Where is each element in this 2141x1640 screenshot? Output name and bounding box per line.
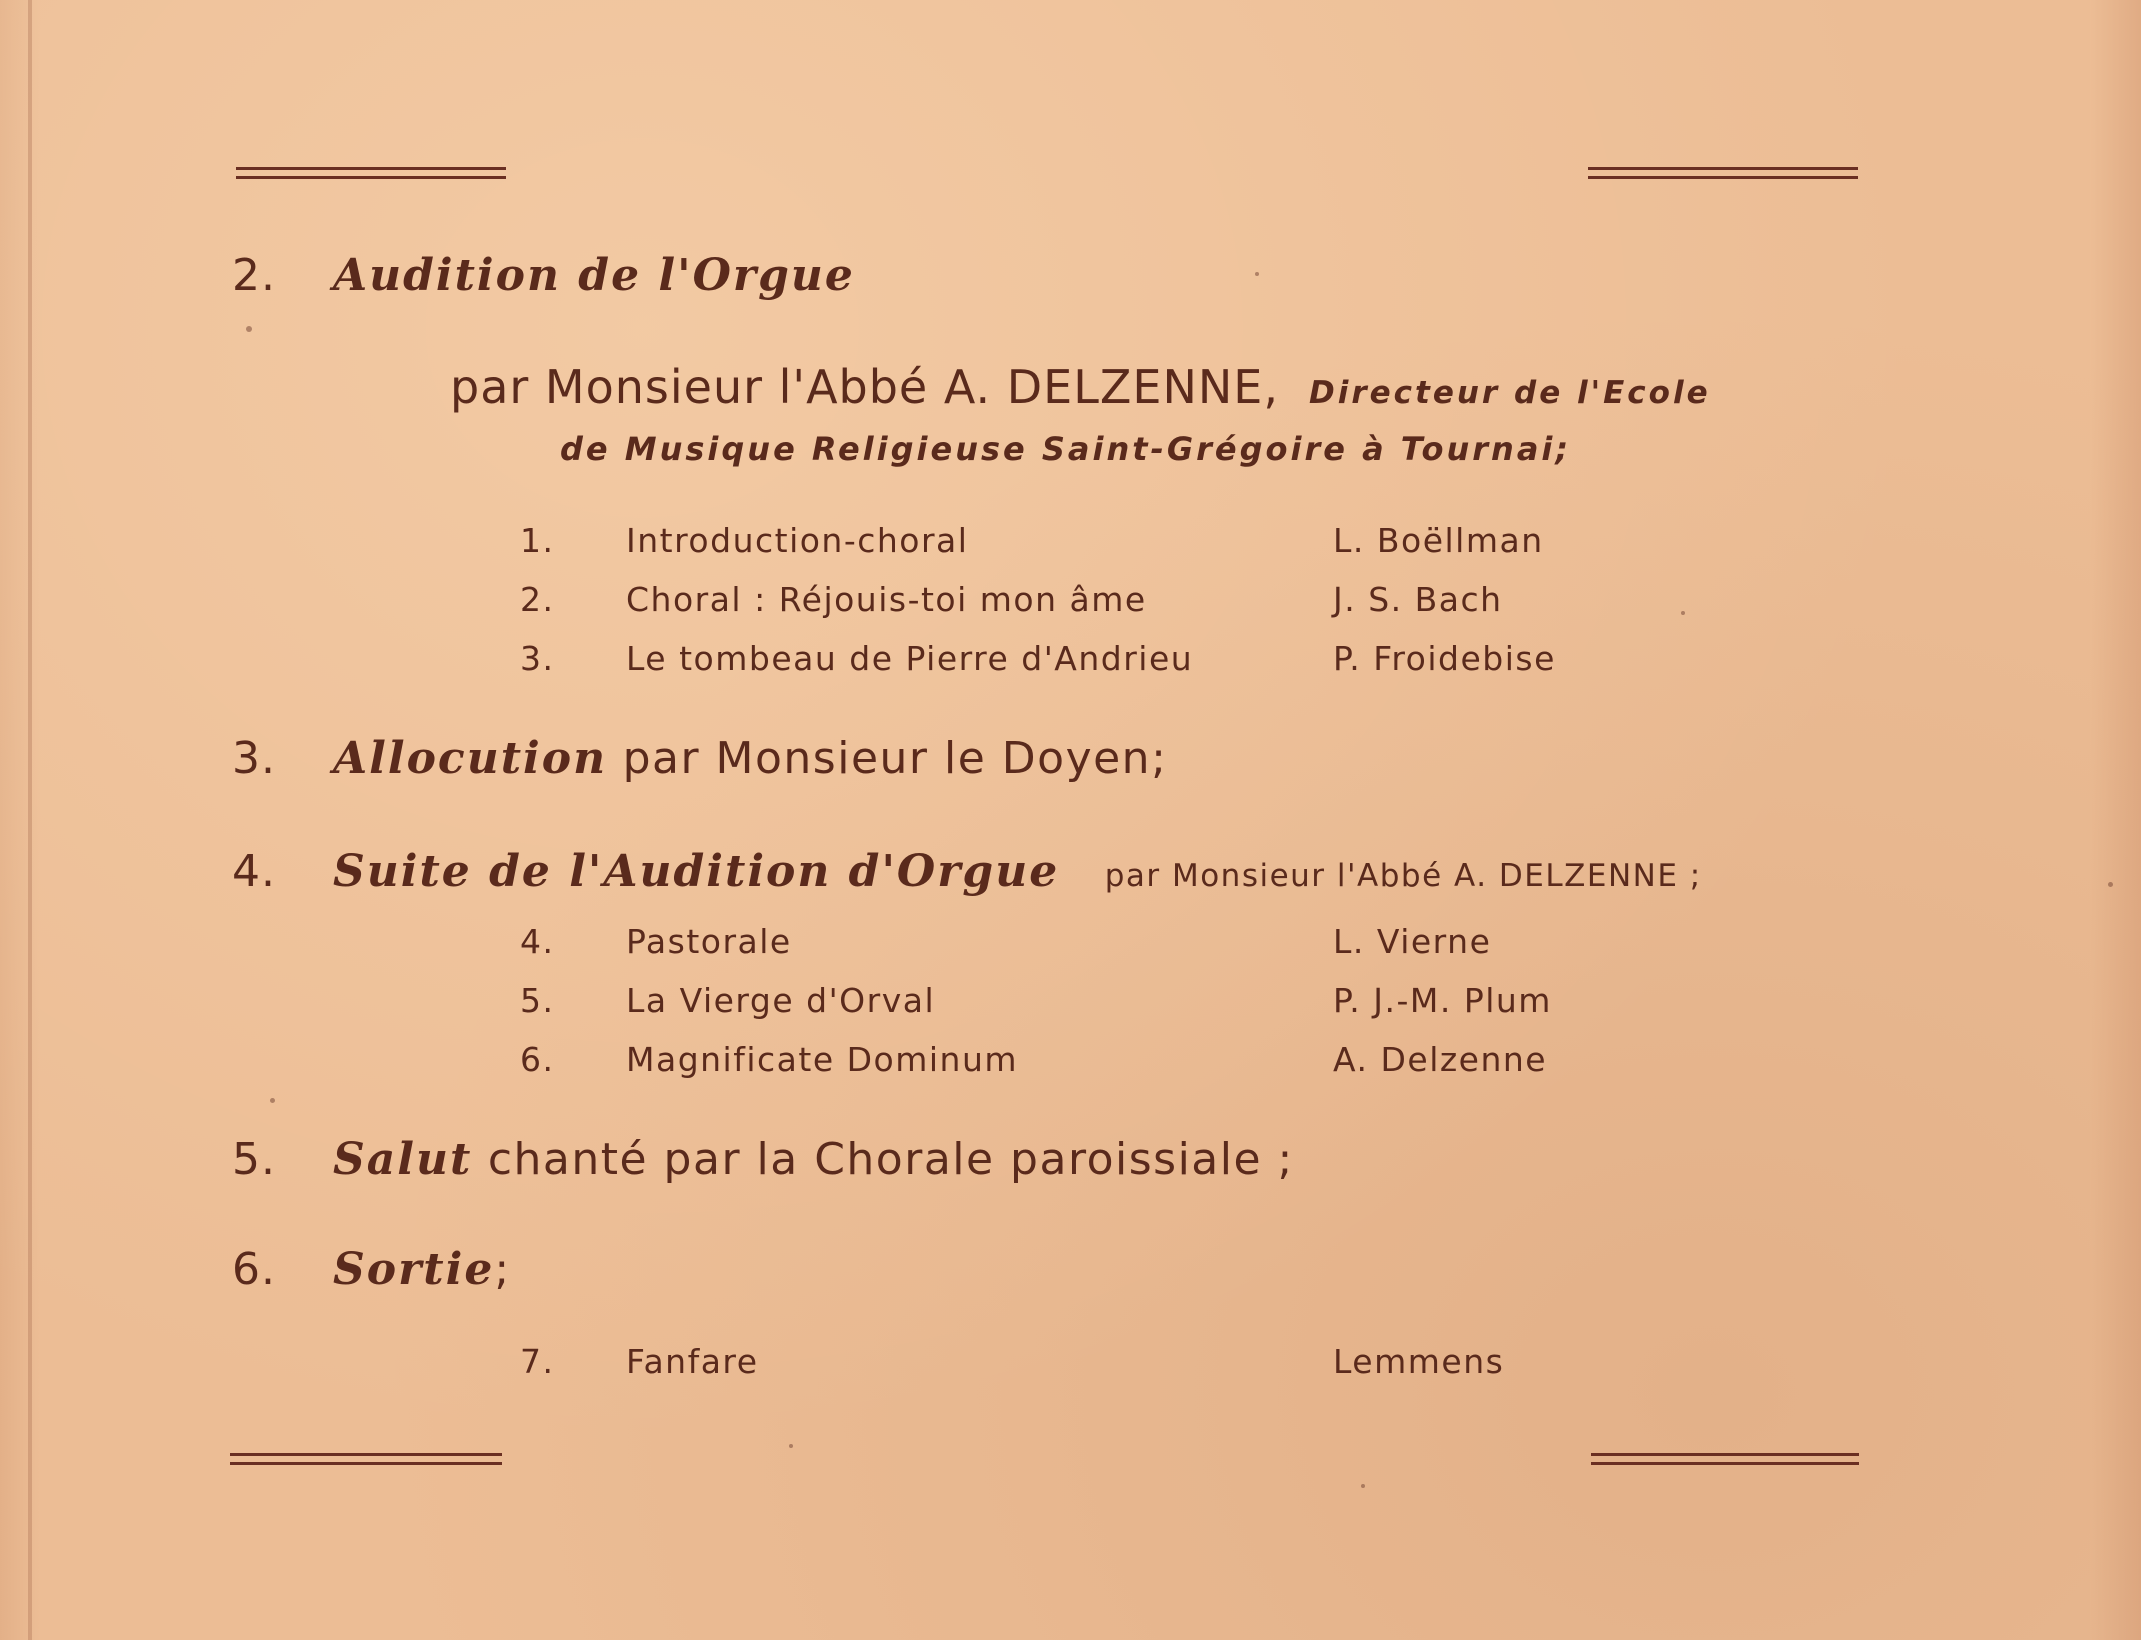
section-6-number: 6. [232,1244,276,1295]
section-5-heading [333,1134,1294,1185]
top-left-double-rule [236,167,506,181]
paper-speck [246,326,252,332]
paper-speck [270,1098,275,1103]
paper-speck [1361,1484,1365,1488]
section-6-title: Sortie [333,1244,495,1295]
bottom-left-double-rule [230,1453,502,1467]
section-2-number: 2. [232,250,276,301]
program-item-composer: Lemmens [1333,1342,1505,1381]
performer-name: par Monsieur l'Abbé A. DELZENNE, [450,360,1279,414]
section-3-title: Allocution [333,733,608,784]
paper-speck [1255,272,1259,276]
section-6-text: ; [494,1244,511,1295]
program-item-number: 6. [520,1040,555,1079]
program-item-number: 3. [520,639,555,678]
program-item-composer: L. Vierne [1333,922,1492,961]
program-item-number: 2. [520,580,555,619]
program-item-composer: P. Froidebise [1333,639,1556,678]
program-item-title: Pastorale [626,922,792,961]
section-3-text: par Monsieur le Doyen; [607,733,1168,784]
section-3-number: 3. [232,733,276,784]
program-item-title: Choral : Réjouis-toi mon âme [626,580,1147,619]
program-item-number: 1. [520,521,555,560]
performer-role: Directeur de l'Ecole [1308,375,1711,411]
section-5-title: Salut [333,1134,473,1185]
program-item-title: Le tombeau de Pierre d'Andrieu [626,639,1194,678]
program-item-composer: J. S. Bach [1333,580,1503,619]
section-4-heading [333,846,1702,897]
paper-speck [789,1444,793,1448]
program-item-number: 4. [520,922,555,961]
bottom-right-double-rule [1591,1453,1859,1467]
paper-fold [28,0,32,1640]
program-item-composer: A. Delzenne [1333,1040,1548,1079]
program-item-title: La Vierge d'Orval [626,981,936,1020]
program-item-title: Fanfare [626,1342,759,1381]
section-4-title: Suite de l'Audition d'Orgue [333,846,1060,897]
section-2-heading [333,250,855,301]
program-item-number: 7. [520,1342,555,1381]
paper-speck [1681,611,1685,615]
section-4-performer: par Monsieur l'Abbé A. DELZENNE ; [1104,858,1702,894]
section-2-title: Audition de l'Orgue [333,250,855,301]
performer-line [450,360,1711,414]
program-item-composer: P. J.-M. Plum [1333,981,1552,1020]
top-right-double-rule [1588,167,1858,181]
section-5-number: 5. [232,1134,276,1185]
program-item-number: 5. [520,981,555,1020]
section-3-heading [333,733,1167,784]
performer-role-continued: de Musique Religieuse Saint-Grégoire à Tournai; [560,430,1572,468]
section-5-text: chanté par la Chorale paroissiale ; [472,1134,1294,1185]
paper-speck [2108,882,2113,887]
section-6-heading [333,1244,511,1295]
program-item-composer: L. Boëllman [1333,521,1544,560]
program-item-title: Magnificate Dominum [626,1040,1018,1079]
program-item-title: Introduction-choral [626,521,969,560]
section-4-number: 4. [232,846,276,897]
